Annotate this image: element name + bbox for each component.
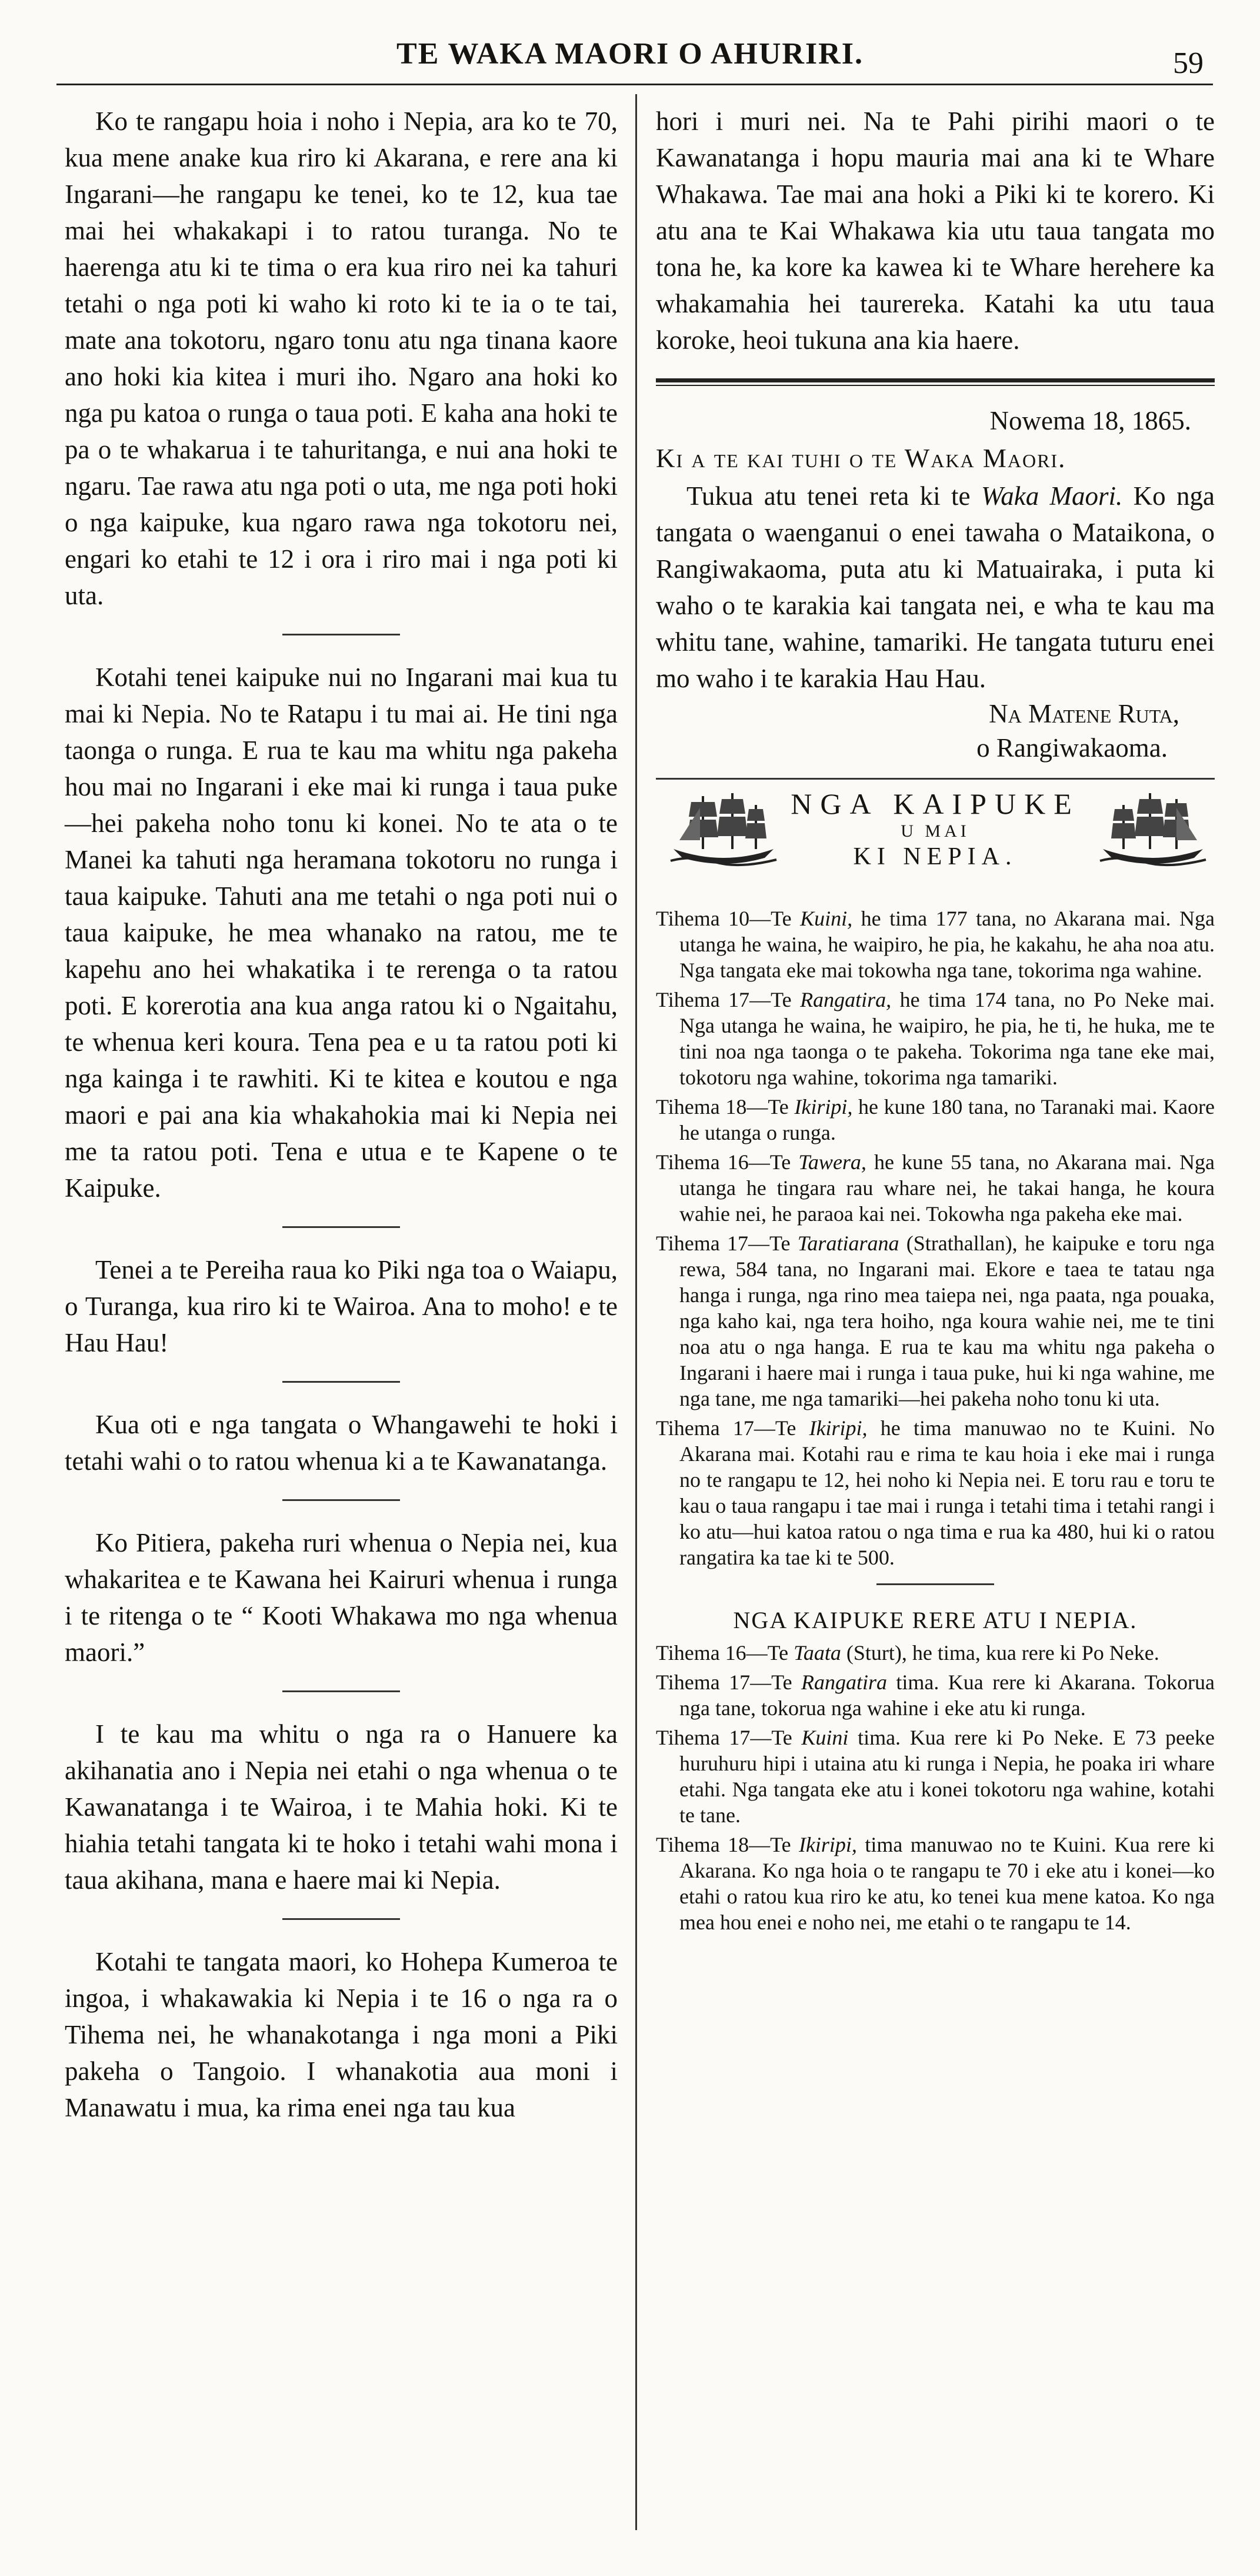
letter-body-rest: Ko nga tangata o waenganui o enei tawaha o Mataikona, o Rangiwakaoma, puta atu ki Matuairaka, i puta ki waho o te karakia kai tangata nei, e wha te kau ma whitu tane, wahine, tamariki. He tangata tuturu enei mo waho i te karakia Hau Hau.: [656, 481, 1215, 693]
shipping-entry: [656, 1415, 1215, 1570]
vessel-name: Ikiripi,: [798, 1833, 857, 1856]
entry-date: Tihema 16—Te: [656, 1641, 794, 1665]
vessel-name: Ikiripi,: [794, 1095, 853, 1119]
shipping-entry: [656, 987, 1215, 1090]
entry-text: tima. Kua rere ki Akarana. Tokorua nga tane, tokorua nga wahine i eke atu ki runga.: [679, 1670, 1215, 1720]
entry-date: Tihema 18—Te: [656, 1095, 795, 1119]
double-rule: [656, 378, 1215, 386]
section-separator: [282, 1690, 400, 1692]
right-column: [656, 103, 1215, 1939]
column-divider: [635, 94, 637, 2530]
vessel-name: Kuini: [801, 1726, 849, 1749]
section-separator: [282, 1499, 400, 1501]
vessel-name: Kuini,: [800, 907, 853, 930]
section-separator: [282, 1226, 400, 1228]
section-separator: [282, 1918, 400, 1920]
section-separator: [282, 634, 400, 635]
shipping-entry: [656, 1149, 1215, 1227]
vessel-name: Rangatira,: [800, 988, 892, 1011]
entry-date: Tihema 17—Te: [656, 1670, 801, 1694]
arrivals-list: [656, 906, 1215, 1570]
vessel-name: Tawera,: [798, 1150, 866, 1174]
entry-text: he tima manuwao no te Kuini. No Akarana mai. Kotahi rau e rima te kau hoia i eke mai i runga no te rangapu te 12, hei noho ki Nepia nei. E toru rau e toru te kau o taua rangapu i tae mai i runga i tetahi tima i tetahi rangi i ko atu—hui katoa ratou o nga tima e rua ka 480, hui ki o ratou rangatira ka tae ki te 500.: [679, 1416, 1215, 1569]
shipping-entry: [656, 1230, 1215, 1412]
entry-date: Tihema 17—Te: [656, 1232, 798, 1255]
entry-date: Tihema 10—Te: [656, 907, 801, 930]
article-paragraph: Kua oti e nga tangata o Whangawehi te hoki i tetahi wahi o to ratou whenua ki a te Kawanatanga.: [65, 1410, 618, 1476]
sailing-ship-icon: [668, 784, 779, 873]
entry-date: Tihema 17—Te: [656, 988, 801, 1011]
entry-date: Tihema 18—Te: [656, 1833, 799, 1856]
entry-text: he tima 174 tana, no Po Neke mai. Nga utanga he waina, he waipiro, he pia, he ti, he huka, me te tini noa nga taonga o te pakeha. Tokorima nga tane eke mai, tokotoru nga wahine, tokorima nga tamariki.: [679, 988, 1215, 1089]
newspaper-title: TE WAKA MAORI O AHURIRI.: [396, 37, 864, 71]
article-paragraph: Ko te rangapu hoia i noho i Nepia, ara ko te 70, kua mene anake kua riro ki Akarana, e rere ana ki Ingarani—he rangapu ke tenei, ko te 12, kua tae mai hei whakakapi i to ratou turanga. No te haerenga atu ki te tima o era kua riro nei ka tahuri tetahi o nga poti ki waho ki roto ki te ia o te tai, mate ana tokotoru, ngaro tonu atu nga tinana kaore ano hoki kia kitea i muri iho. Ngaro ana hoki ko nga pu katoa o runga o taua poti. E kaha ana hoki te pa o te whakarua i te tahuritanga, e nui ana hoki te ngaru. Tae rawa atu nga poti o uta, me nga poti hoki o nga kaipuke, kua ngaro rawa nga tokotoru nei, engari ko etahi te 12 i ora i riro mai i nga poti ki uta.: [65, 106, 618, 610]
entry-text: (Sturt), he tima, kua rere ki Po Neke.: [841, 1641, 1159, 1665]
article-paragraph: Tenei a te Pereiha raua ko Piki nga toa o Waiapu, o Turanga, kua riro ki te Wairoa. Ana to moho! e te Hau Hau!: [65, 1255, 618, 1357]
shipping-entry: [656, 1640, 1215, 1666]
vessel-name: Taratiarana: [797, 1232, 899, 1255]
shipping-subtitle: U MAI: [901, 821, 970, 841]
continued-paragraph: hori i muri nei. Na te Pahi pirihi maori o te Kawanatanga i hopu mauria mai ana ki te Whare Whakawa. Tae mai ana hoki a Piki ki te korero. Ki atu ana te Kai Whakawa kia utu taua tangata mo tona he, ka kore ka kawea ki te Whare herehere ka whakamahia hei taurereka. Katahi ka utu taua koroke, heoi tukuna ana kia haere.: [656, 106, 1215, 355]
shipping-entry: [656, 906, 1215, 983]
entry-date: Tihema 16—Te: [656, 1150, 799, 1174]
section-separator: [282, 1381, 400, 1383]
shipping-entry: [656, 1094, 1215, 1146]
entry-date: Tihema 17—Te: [656, 1726, 802, 1749]
letter-signature-place: o Rangiwakaoma.: [976, 733, 1168, 763]
entry-text: he kune 180 tana, no Taranaki mai. Kaore he utanga o runga.: [679, 1095, 1215, 1144]
article-paragraph: Ko Pitiera, pakeha ruri whenua o Nepia nei, kua whakaritea e te Kawana hei Kairuri whenua i runga i te ritenga o te “ Kooti Whakawa mo nga whenua maori.”: [65, 1528, 618, 1667]
entry-text: he kune 55 tana, no Akarana mai. Nga utanga he tingara rau whare nei, he takai hanga, he koura wahie nei, he paraoa kai nei. Tokowha nga pakeha eke mai.: [679, 1150, 1215, 1226]
article-paragraph: Kotahi tenei kaipuke nui no Ingarani mai kua tu mai ki Nepia. No te Ratapu i tu mai ai. He tini nga taonga o runga. E rua te kau ma whitu nga pakeha hou mai no Ingarani i eke mai ki runga i taua puke—hei pakeha noho tonu ki konei. No te ata o te Manei ka tahuti nga heramana tokotoru no runga i taua kaipuke. Tahuti ana me tetahi o nga poti nui o taua kaipuke, he mea whanako na ratou, me te kapehu ano hei whakatika i te rerenga o ta ratou poti. E korerotia ana kua anga ratou ki o Ngaitahu, te whenua keri koura. Tena pea e u ta ratou poti ki nga kainga i te rawhiti. Ki te kitea e koutou e nga maori e pai ana kia whakahokia mai ki Nepia nei me ta ratou poti. Tena e utua e te Kapene o te Kaipuke.: [65, 663, 618, 1203]
departures-heading: NGA KAIPUKE RERE ATU I NEPIA.: [733, 1607, 1138, 1633]
header-rule: [56, 84, 1213, 85]
page-number: 59: [1173, 46, 1204, 80]
letter-body-italic: Waka Maori.: [981, 481, 1123, 511]
vessel-name: Rangatira: [801, 1670, 887, 1694]
letter-body: [656, 478, 1215, 697]
entry-text: (Strathallan), he kaipuke e toru nga rewa, 584 tana, no Ingarani mai. Ekore e taea te tatau nga hanga i runga, nga rino mea taiepa nei, nga paata, nga pouaka, nga kaho kai, nga tera hoiho, nga koura wahie nei, me te tini noa atu o nga hanga. E rua te kau ma whitu nga pakeha o Ingarani i haere mai i runga i taua puke, hui ki nga wahine, me nga tane, me nga tamariki—hei pakeha noho tonu ki uta.: [679, 1232, 1215, 1410]
article-paragraph: I te kau ma whitu o nga ra o Hanuere ka akihanatia ano i Nepia nei etahi o nga whenua o te Kawanatanga i te Wairoa, i te Mahia hoki. Ki te hiahia tetahi tangata ki te hoko i tetahi wahi mona i taua akihana, mana e haere mai ki Nepia.: [65, 1719, 618, 1895]
shipping-title: NGA KAIPUKE: [791, 787, 1080, 820]
section-rule: [656, 778, 1215, 780]
shipping-entry: [656, 1725, 1215, 1828]
departures-list: [656, 1640, 1215, 1935]
article-paragraph: Kotahi te tangata maori, ko Hohepa Kumeroa te ingoa, i whakawakia ki Nepia i te 16 o nga ra o Tihema nei, he whanakotanga i nga moni a Piki pakeha o Tangoio. I whanakotia aua moni i Manawatu i mua, ka rima enei nga tau kua: [65, 1947, 618, 2122]
shipping-entry: [656, 1669, 1215, 1721]
vessel-name: Ikiripi,: [809, 1416, 868, 1440]
vessel-name: Taata: [794, 1641, 841, 1665]
section-separator: [876, 1583, 994, 1585]
entry-text: tima. Kua rere ki Po Neke. E 73 peeke huruhuru hipi i utaina atu ki runga i Nepia, he poaka iri whare etahi. Nga tangata eke atu i konei tokotoru nga wahine, kotahi te tane.: [679, 1726, 1215, 1827]
left-column: [65, 103, 618, 2126]
shipping-title-block: [779, 787, 1091, 871]
letter-body-start: Tukua atu tenei reta ki te: [686, 481, 981, 511]
sailing-ship-icon: [1097, 784, 1209, 873]
entry-text: tima manuwao no te Kuini. Kua rere ki Akarana. Ko nga hoia o te rangapu te 70 i eke atu i konei—ko etahi o ratou kua riro ke atu, ko tenei kua mene katoa. Ko nga mea hou enei e noho nei, me etahi o te rangapu te 14.: [679, 1833, 1215, 1934]
entry-text: he tima 177 tana, no Akarana mai. Nga utanga he waina, he waipiro, he pia, he kakahu, he aha noa atu. Nga tangata eke mai tokowha nga tane, tokorima nga wahine.: [679, 907, 1215, 982]
letter-signature: Na Matene Ruta,: [989, 699, 1179, 728]
letter-date: Nowema 18, 1865.: [989, 406, 1191, 435]
shipping-place: KI NEPIA.: [853, 843, 1018, 870]
page-header: [0, 0, 1260, 88]
letter-address: Ki a te kai tuhi o te Waka Maori.: [656, 444, 1066, 473]
shipping-entry: [656, 1832, 1215, 1935]
entry-date: Tihema 17—Te: [656, 1416, 809, 1440]
shipping-banner: [656, 784, 1215, 902]
